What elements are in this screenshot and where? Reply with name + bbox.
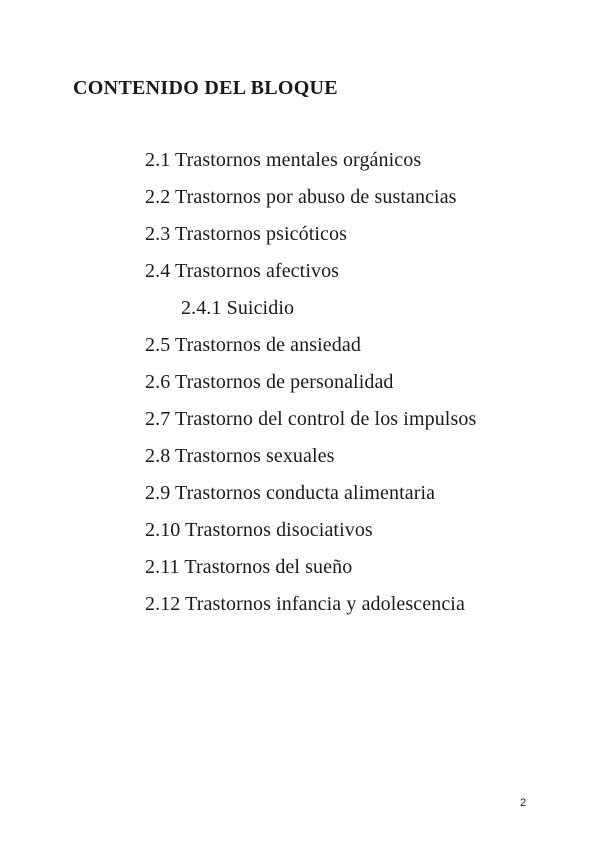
toc-item: 2.12 Trastornos infancia y adolescencia (145, 593, 465, 615)
page-number: 2 (519, 797, 527, 809)
toc-item: 2.7 Trastorno del control de los impulsos (145, 408, 477, 430)
toc-item: 2.3 Trastornos psicóticos (145, 223, 347, 245)
toc-subitem: 2.4.1 Suicidio (181, 297, 295, 319)
toc-item: 2.8 Trastornos sexuales (145, 445, 335, 467)
toc-item: 2.6 Trastornos de personalidad (145, 371, 394, 393)
toc-item: 2.1 Trastornos mentales orgánicos (145, 149, 422, 171)
toc-item: 2.10 Trastornos disociativos (145, 519, 373, 541)
page-title: CONTENIDO DEL BLOQUE (73, 77, 338, 99)
table-of-contents (145, 142, 476, 623)
toc-item: 2.11 Trastornos del sueño (145, 556, 353, 578)
toc-item: 2.2 Trastornos por abuso de sustancias (145, 186, 457, 208)
toc-item: 2.5 Trastornos de ansiedad (145, 334, 361, 356)
toc-item: 2.4 Trastornos afectivos (145, 260, 340, 282)
toc-item: 2.9 Trastornos conducta alimentaria (145, 482, 436, 504)
